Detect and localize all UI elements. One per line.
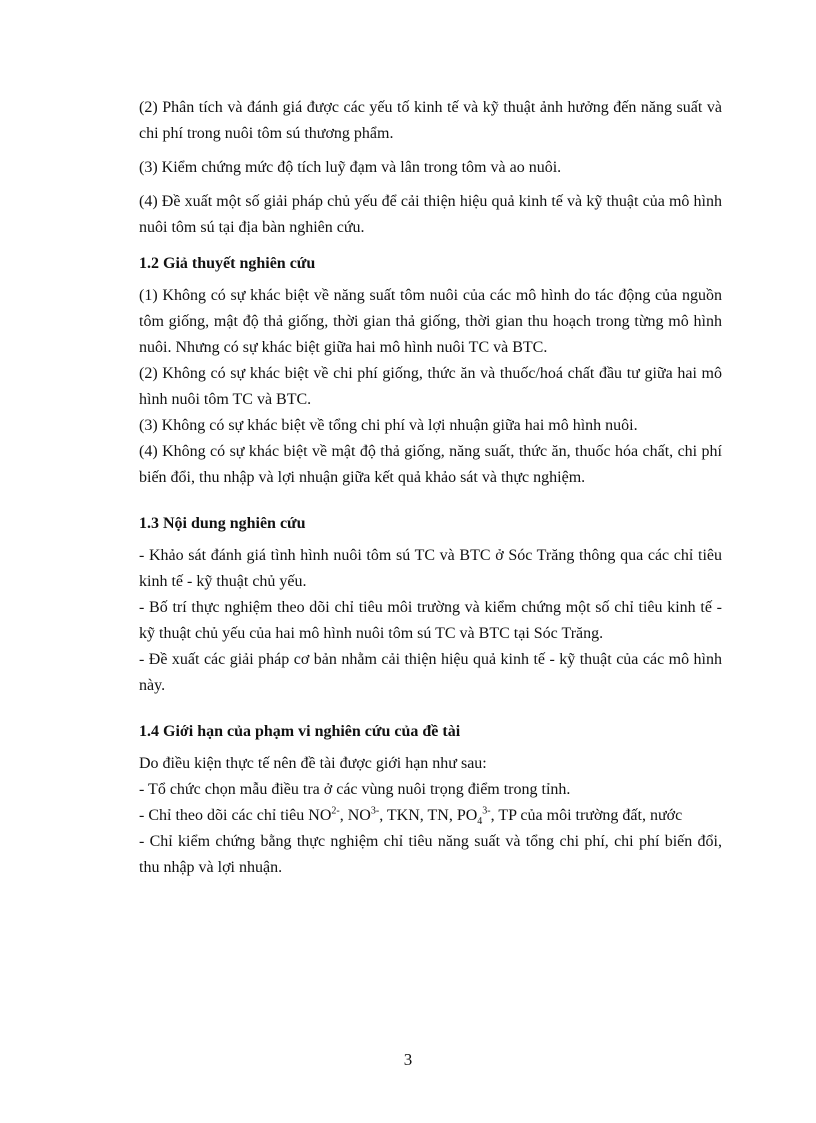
scope-item-1: - Tổ chức chọn mẫu điều tra ở các vùng nuôi trọng điểm trong tỉnh. [139,781,571,798]
content-item-3: - Đề xuất các giải pháp cơ bản nhằm cải thiện hiệu quả kinh tế - kỹ thuật của các mô hình này. [139,651,722,694]
no2-superscript: 2- [331,805,340,817]
content-item-1: - Khảo sát đánh giá tình hình nuôi tôm sú TC và BTC ở Sóc Trăng thông qua các chỉ tiêu kinh tế - kỹ thuật chủ yếu. [139,547,722,590]
objective-4: (4) Đề xuất một số giải pháp chủ yếu để cải thiện hiệu quả kinh tế và kỹ thuật của mô hình nuôi tôm sú tại địa bàn nghiên cứu. [139,193,722,236]
scope-item-2 [139,803,722,829]
scope-item-3: - Chỉ kiểm chứng bằng thực nghiệm chỉ tiêu năng suất và tổng chi phí, chi phí biến đổi, thu nhập và lợi nhuận. [139,833,722,876]
content-item-2: - Bố trí thực nghiệm theo dõi chỉ tiêu môi trường và kiểm chứng một số chỉ tiêu kinh tế - kỹ thuật chủ yếu của hai mô hình nuôi tôm sú TC và BTC tại Sóc Trăng. [139,599,722,642]
no3-superscript: 3- [370,805,380,817]
po4-superscript: 3- [482,805,491,817]
scope-item-2-prefix: - Chỉ theo dõi các chỉ tiêu NO [139,807,332,824]
section-heading-1-2: 1.2 Giả thuyết nghiên cứu [139,255,316,272]
hypothesis-1: (1) Không có sự khác biệt về năng suất tôm nuôi của các mô hình do tác động của nguồn tôm giống, mật độ thả giống, thời gian thả giống, thời gian thu hoạch trong từng mô hình nuôi. Nhưng có sự khác biệt giữa hai mô hình nuôi TC và BTC. [139,287,722,356]
scope-item-2-suffix: , TP của môi trường đất, nước [490,807,683,824]
scope-intro: Do điều kiện thực tế nên đề tài được giới hạn như sau: [139,755,487,772]
page-number: 3 [403,1050,413,1069]
scope-item-2-mid2: , TKN, TN, PO [379,807,478,824]
section-heading-1-4: 1.4 Giới hạn của phạm vi nghiên cứu của đề tài [139,723,461,740]
hypothesis-2: (2) Không có sự khác biệt về chi phí giống, thức ăn và thuốc/hoá chất đầu tư giữa hai mô hình nuôi tôm TC và BTC. [139,365,722,408]
po4-subscript: 4 [477,816,483,828]
hypothesis-3: (3) Không có sự khác biệt về tổng chi phí và lợi nhuận giữa hai mô hình nuôi. [139,417,638,434]
hypothesis-4: (4) Không có sự khác biệt về mật độ thả giống, năng suất, thức ăn, thuốc hóa chất, chi phí biến đổi, thu nhập và lợi nhuận giữa kết quả khảo sát và thực nghiệm. [139,443,722,486]
objective-2: (2) Phân tích và đánh giá được các yếu tố kinh tế và kỹ thuật ảnh hưởng đến năng suất và chi phí trong nuôi tôm sú thương phẩm. [139,99,722,142]
scope-item-2-mid1: , NO [339,807,371,824]
section-heading-1-3: 1.3 Nội dung nghiên cứu [139,515,306,532]
objective-3: (3) Kiểm chứng mức độ tích luỹ đạm và lân trong tôm và ao nuôi. [139,159,562,176]
document-page [139,95,722,881]
